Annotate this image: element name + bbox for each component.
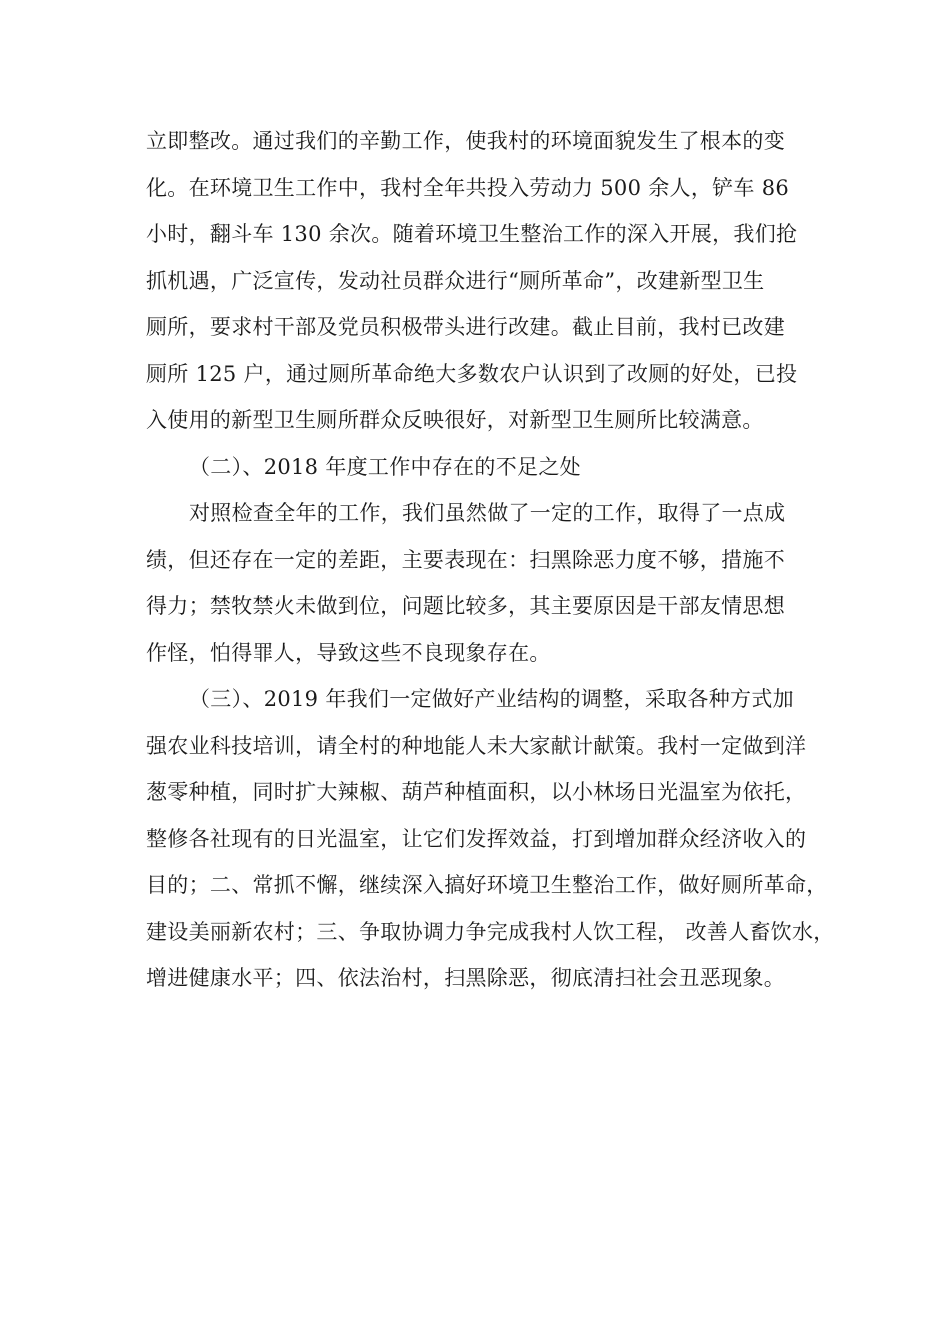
body-text [146, 118, 846, 1002]
section-heading: （二）、2018 年度工作中存在的不足之处 [189, 454, 581, 479]
text-line: 作怪，怕得罪人，导致这些不良现象存在。 [146, 640, 551, 665]
text-line: 化。在环境卫生工作中，我村全年共投入劳动力 500 余人，铲车 86 [146, 175, 790, 200]
text-line: 抓机遇，广泛宣传，发动社员群众进行“厕所革命”，改建新型卫生 [146, 268, 765, 293]
text-line: 增进健康水平；四、依法治村，扫黑除恶，彻底清扫社会丑恶现象。 [146, 966, 785, 990]
text-line: 厕所，要求村干部及党员积极带头进行改建。截止目前，我村已改建 [146, 315, 785, 339]
text-line: 建设美丽新农村；三、争取协调力争完成我村人饮工程， 改善人畜饮水， [146, 919, 835, 944]
text-line: 入使用的新型卫生厕所群众反映很好，对新型卫生厕所比较满意。 [146, 408, 764, 432]
text-line: 强农业科技培训，请全村的种地能人未大家献计献策。我村一定做到洋 [146, 733, 807, 758]
text-line: 对照检查全年的工作，我们虽然做了一定的工作，取得了一点成 [189, 501, 786, 525]
section-heading: （三）、2019 年我们一定做好产业结构的调整，采取各种方式加 [189, 687, 794, 711]
text-line: 立即整改。通过我们的辛勤工作，使我村的环境面貌发生了根本的变 [146, 129, 785, 153]
text-line: 绩，但还存在一定的差距，主要表现在：扫黑除恶力度不够，措施不 [146, 547, 785, 572]
text-line: 小时，翻斗车 130 余次。随着环境卫生整治工作的深入开展，我们抢 [146, 222, 798, 246]
text-line: 葱零种植，同时扩大辣椒、葫芦种植面积，以小林场日光温室为依托， [146, 780, 807, 804]
text-line: 得力；禁牧禁火未做到位，问题比较多，其主要原因是干部友情思想 [146, 594, 785, 618]
text-line: 目的；二、常抓不懈，继续深入搞好环境卫生整治工作，做好厕所革命， [146, 873, 828, 897]
text-line: 整修各社现有的日光温室，让它们发挥效益，打到增加群众经济收入的 [146, 826, 807, 851]
text-line: 厕所 125 户，通过厕所革命绝大多数农户认识到了改厕的好处，已投 [146, 361, 798, 386]
